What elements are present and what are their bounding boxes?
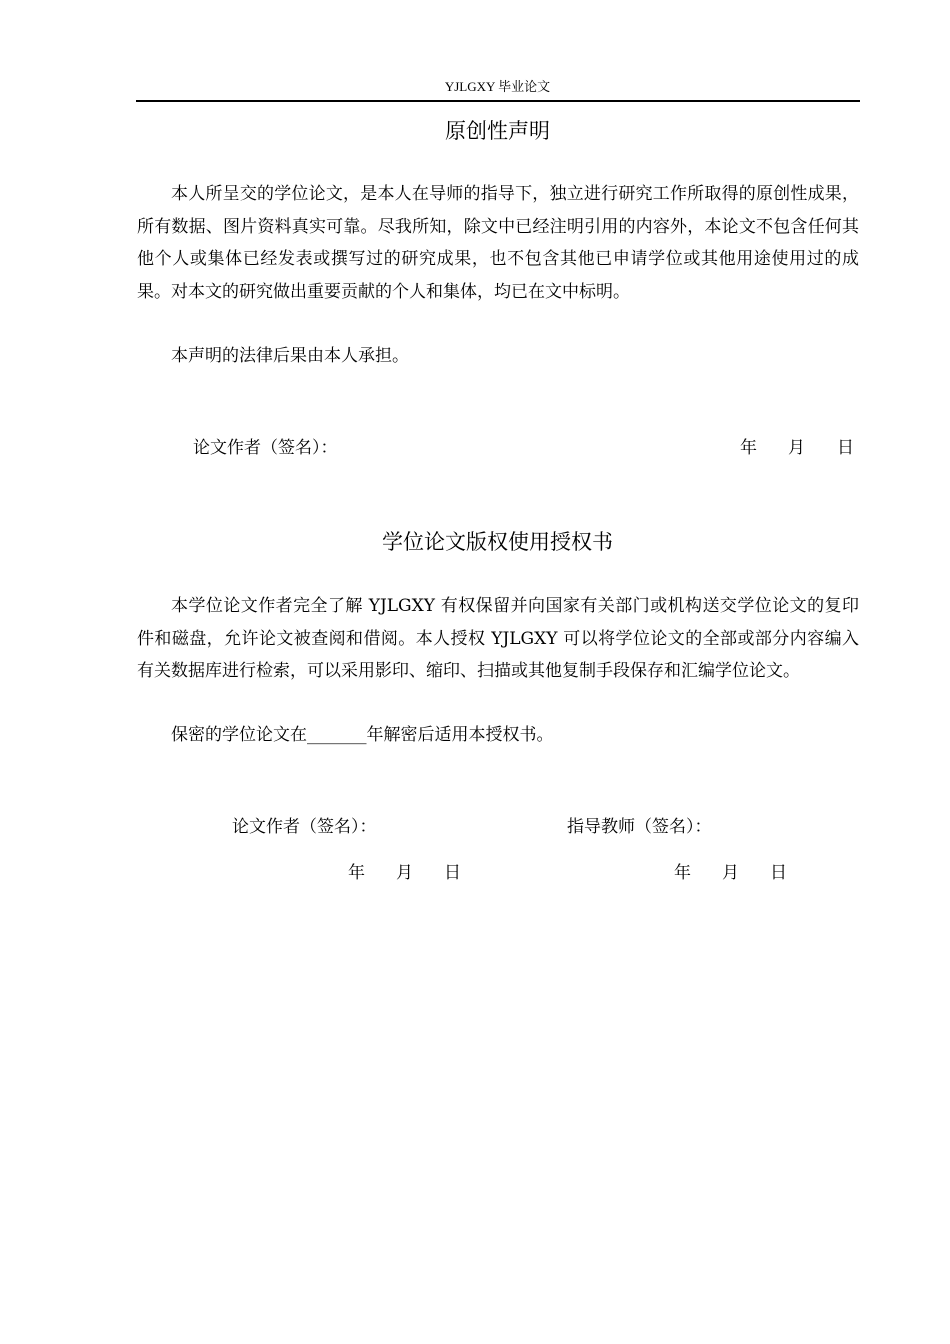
originality-paragraph: 本人所呈交的学位论文，是本人在导师的指导下，独立进行研究工作所取得的原创性成果，所有数据、图片资料真实可靠。尽我所知，除文中已经注明引用的内容外，本论文不包含任何其他个人或集体已经发表或撰写过的研究成果，也不包含其他已申请学位或其他用途使用过的成果。对本文的研究做出重要贡献的个人和集体，均已在文中标明。 <box>137 184 859 302</box>
author-month-label: 月 <box>396 863 413 883</box>
author-year-label: 年 <box>348 863 365 883</box>
authorization-confidential-paragraph: 保密的学位论文在_______年解密后适用本授权书。 <box>171 725 554 745</box>
authorization-title: 学位论文版权使用授权书 <box>382 530 613 554</box>
originality-title: 原创性声明 <box>445 119 550 143</box>
header-divider <box>136 100 860 102</box>
originality-day-label: 日 <box>837 438 854 458</box>
originality-author-signature-label: 论文作者（签名）： <box>193 438 338 458</box>
originality-month-label: 月 <box>788 438 805 458</box>
advisor-day-label: 日 <box>770 863 787 883</box>
originality-year-label: 年 <box>740 438 757 458</box>
authorization-author-signature-label: 论文作者（签名）： <box>232 817 377 837</box>
page-header: YJLGXY 毕业论文 <box>444 79 551 94</box>
authorization-advisor-signature-label: 指导教师（签名）： <box>567 817 712 837</box>
author-day-label: 日 <box>444 863 461 883</box>
authorization-paragraph: 本学位论文作者完全了解 YJLGXY 有权保留并向国家有关部门或机构送交学位论文的复印件和磁盘，允许论文被查阅和借阅。本人授权 YJLGXY 可以将学位论文的全部或部分内容编入有关数据库进行检索，可以采用影印、缩印、扫描或其他复制手段保存和汇编学位论文。 <box>137 596 859 681</box>
originality-liability-paragraph: 本声明的法律后果由本人承担。 <box>171 346 409 366</box>
advisor-month-label: 月 <box>722 863 739 883</box>
advisor-year-label: 年 <box>674 863 691 883</box>
